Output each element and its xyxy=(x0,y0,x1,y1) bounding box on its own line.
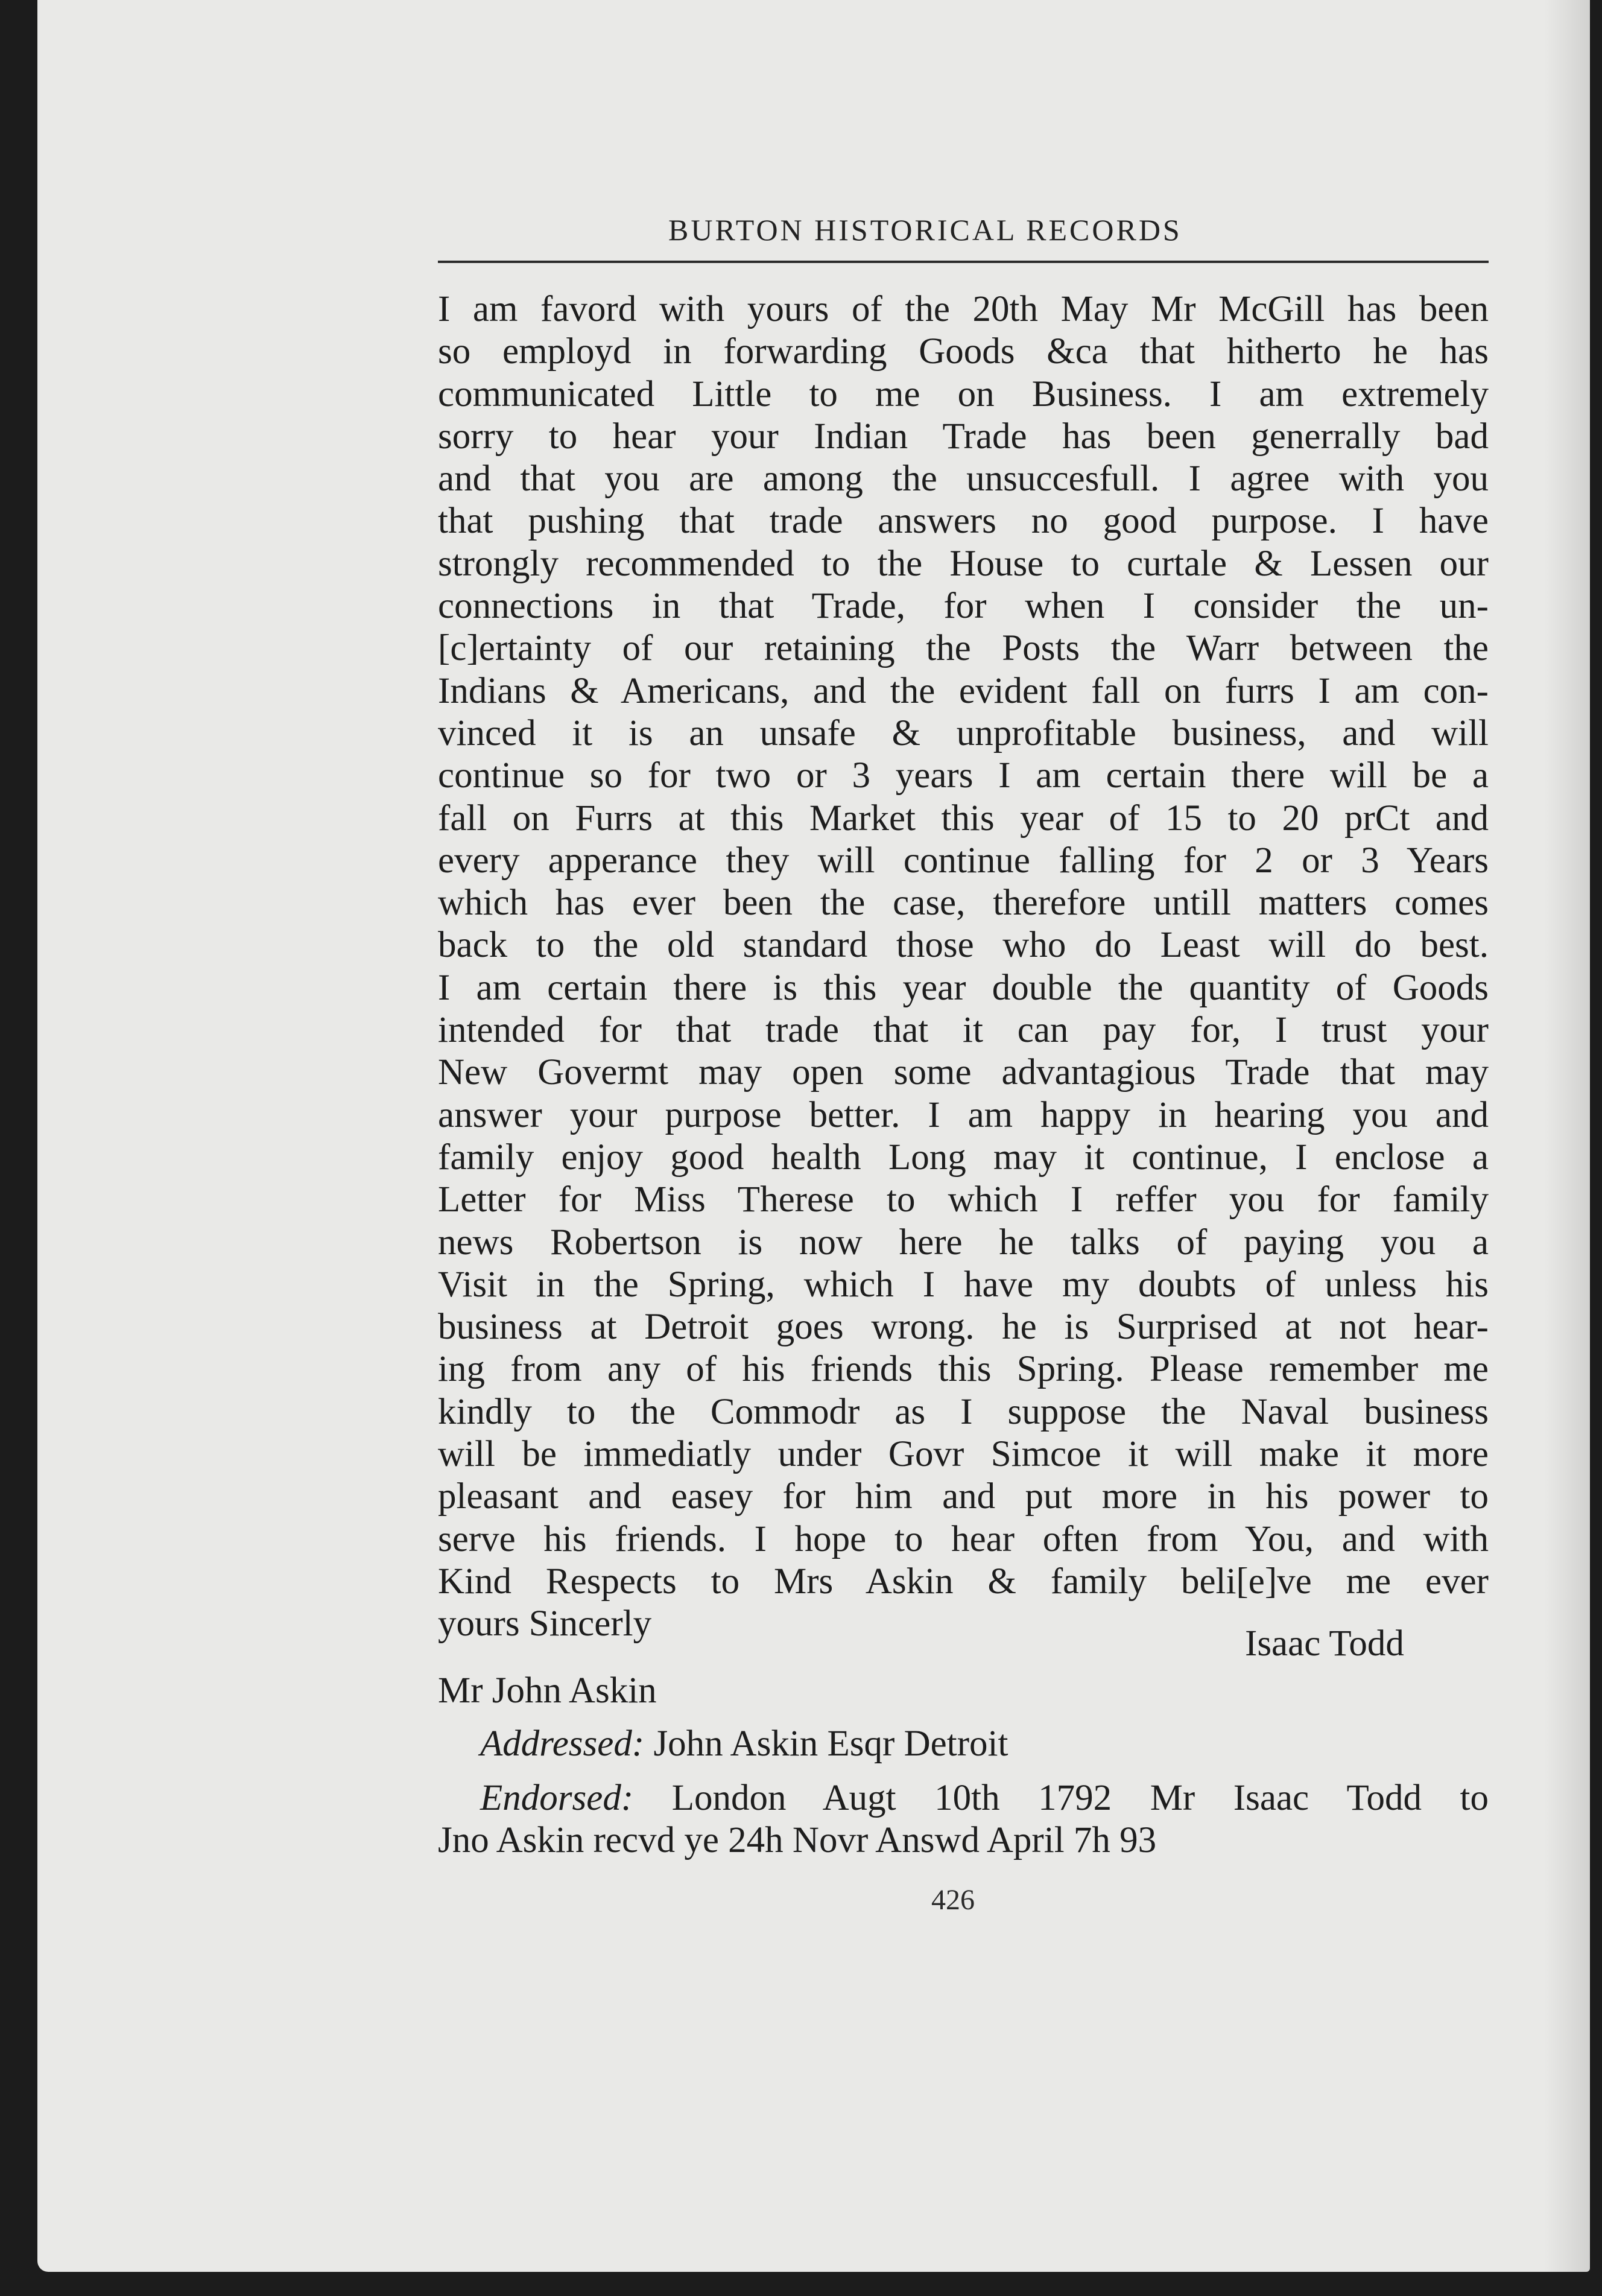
letter-line: sorry to hear your Indian Trade has been generrally bad xyxy=(438,416,1489,457)
addressed-label: Addressed: xyxy=(480,1724,645,1764)
letter-line: communicated Little to me on Business. I am extremely xyxy=(438,373,1489,414)
letter-line: Visit in the Spring, which I have my doubts of unless his xyxy=(438,1264,1489,1305)
endorsed-label: Endorsed: xyxy=(480,1778,634,1818)
letter-line: family enjoy good health Long may it continue, I enclose a xyxy=(438,1137,1489,1178)
letter-line: serve his friends. I hope to hear often from You, and with xyxy=(438,1518,1489,1559)
letter-line: back to the old standard those who do Least will do best. xyxy=(438,925,1489,966)
header-rule xyxy=(438,261,1489,263)
recipient-name: Mr John Askin xyxy=(438,1670,657,1711)
signature-name: Isaac Todd xyxy=(1245,1623,1404,1664)
endorsed-note-line-2: Jno Askin recvd ye 24h Novr Answd April 7h 93 xyxy=(438,1820,1157,1860)
page-number: 426 xyxy=(931,1884,975,1916)
letter-line: ing from any of his friends this Spring. Please remember me xyxy=(438,1349,1489,1390)
letter-line: will be immediatly under Govr Simcoe it will make it more xyxy=(438,1434,1489,1475)
letter-line: vinced it is an unsafe & unprofitable business, and will xyxy=(438,712,1489,753)
letter-line: Kind Respects to Mrs Askin & family beli[e]ve me ever xyxy=(438,1561,1489,1602)
letter-line: connections in that Trade, for when I consider the un- xyxy=(438,586,1489,627)
endorsed-note-line-1 xyxy=(480,1777,1489,1819)
letter-line: news Robertson is now here he talks of paying you a xyxy=(438,1222,1489,1263)
running-head: BURTON HISTORICAL RECORDS xyxy=(668,213,1182,247)
letter-line: New Govermt may open some advantagious Trade that may xyxy=(438,1052,1489,1093)
letter-line: so employd in forwarding Goods &ca that hitherto he has xyxy=(438,331,1489,372)
addressed-note xyxy=(480,1723,1008,1765)
letter-line: that pushing that trade answers no good purpose. I have xyxy=(438,501,1489,542)
letter-line-closing: yours Sincerly xyxy=(438,1603,652,1644)
letter-line: I am favord with yours of the 20th May Mr McGill has been xyxy=(438,289,1489,329)
letter-line: business at Detroit goes wrong. he is Surprised at not hear- xyxy=(438,1307,1489,1348)
letter-line: pleasant and easey for him and put more in his power to xyxy=(438,1476,1489,1517)
letter-line: fall on Furrs at this Market this year of 15 to 20 prCt and xyxy=(438,798,1489,839)
letter-line: every apperance they will continue falling for 2 or 3 Years xyxy=(438,840,1489,881)
letter-line: which has ever been the case, therefore untill matters comes xyxy=(438,883,1489,924)
letter-line: continue so for two or 3 years I am certain there will be a xyxy=(438,755,1489,796)
letter-line: Letter for Miss Therese to which I reffer you for family xyxy=(438,1179,1489,1220)
letter-line: kindly to the Commodr as I suppose the Naval business xyxy=(438,1391,1489,1432)
letter-line: and that you are among the unsuccesfull. I agree with you xyxy=(438,458,1489,499)
endorsed-text-1: London Augt 10th 1792 Mr Isaac Todd to xyxy=(671,1778,1489,1818)
page-edge-shadow xyxy=(1544,0,1590,2272)
letter-line: intended for that trade that it can pay for, I trust your xyxy=(438,1010,1489,1051)
letter-line: Indians & Americans, and the evident fall on furrs I am con- xyxy=(438,670,1489,711)
letter-line: I am certain there is this year double the quantity of Goods xyxy=(438,967,1489,1008)
letter-body xyxy=(438,288,1489,1646)
letter-line: [c]ertainty of our retaining the Posts the Warr between the xyxy=(438,628,1489,669)
letter-line: strongly recommended to the House to curtale & Lessen our xyxy=(438,543,1489,584)
letter-line: answer your purpose better. I am happy in hearing you and xyxy=(438,1094,1489,1135)
addressed-text: John Askin Esqr Detroit xyxy=(653,1724,1008,1764)
